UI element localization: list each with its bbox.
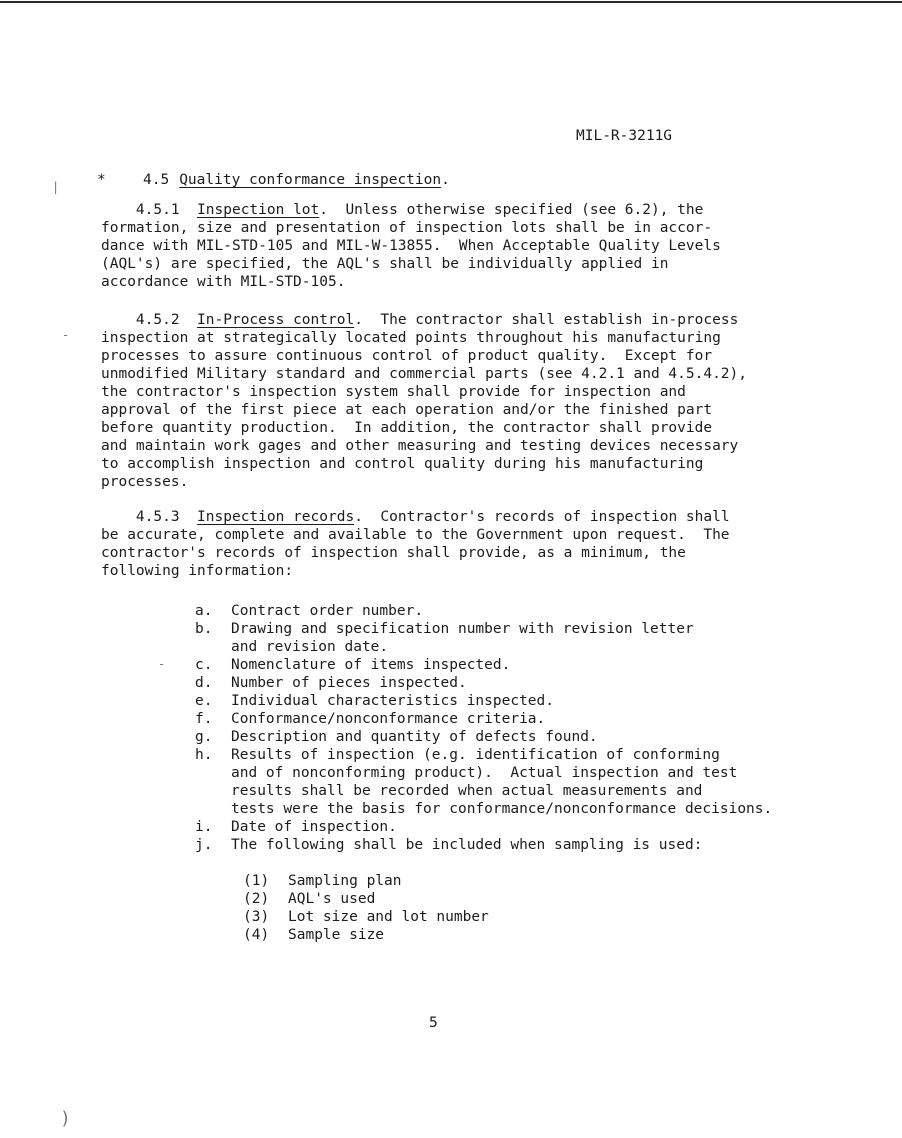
list-item xyxy=(195,656,772,674)
record-items-list xyxy=(195,602,772,854)
list-item xyxy=(243,908,489,926)
paragraph-inspection-records xyxy=(101,508,791,580)
section-heading xyxy=(97,171,450,189)
list-item-text: The following shall be included when sampling is used: xyxy=(231,837,703,853)
list-item-label: c. xyxy=(195,657,213,673)
list-item-text: Lot size and lot number xyxy=(288,909,489,925)
paragraph-lead: . Contractor's records of inspection shall xyxy=(354,509,730,525)
paragraph-body: inspection at strategically located points throughout his manufacturing processes to assure continuous control of product quality. Except for unmodified Military standard and commercial parts (see 4.2.1 and 4.5.4.2), the contractor's inspection system shall provide for inspection and approval of the first piece at each operation and/or the finished part before quantity production. In addition, the contractor shall provide and maintain work gages and other measuring and testing devices necessary to accomplish inspection and control quality during his manufacturing processes. xyxy=(101,330,748,490)
list-item xyxy=(195,710,772,728)
list-item xyxy=(195,818,772,836)
list-item xyxy=(243,890,489,908)
margin-tick: | xyxy=(52,180,60,194)
list-item xyxy=(195,746,772,818)
list-item xyxy=(195,836,772,854)
section-number: 4.5 xyxy=(143,172,170,188)
margin-tick: ) xyxy=(60,1108,71,1129)
list-item-label: g. xyxy=(195,729,213,745)
list-item-text: Nomenclature of items inspected. xyxy=(231,657,511,673)
list-item-label: h. xyxy=(195,747,213,763)
margin-tick: - xyxy=(62,328,70,342)
section-title-period: . xyxy=(441,172,450,188)
sampling-items-list xyxy=(243,872,489,944)
section-title: Quality conformance inspection xyxy=(179,172,442,188)
list-item-text: Sample size xyxy=(288,927,385,943)
margin-tick: - xyxy=(158,657,166,671)
list-item-label: j. xyxy=(195,837,213,853)
list-item xyxy=(195,692,772,710)
list-item-text: Conformance/nonconformance criteria. xyxy=(231,711,546,727)
paragraph-inspection-lot xyxy=(101,201,791,291)
list-item-text: Number of pieces inspected. xyxy=(231,675,467,691)
paragraph-lead: . Unless otherwise specified (see 6.2), the xyxy=(319,202,704,218)
list-item-text: Contract order number. xyxy=(231,603,424,619)
list-item xyxy=(243,872,489,890)
paragraph-title: Inspection lot xyxy=(197,202,320,218)
page-number: 5 xyxy=(429,1015,438,1031)
list-item-text: AQL's used xyxy=(288,891,376,907)
revision-star: * xyxy=(97,172,106,188)
list-item xyxy=(195,728,772,746)
paragraph-in-process-control xyxy=(101,311,791,491)
list-item-text: Drawing and specification number with revision letter and revision date. xyxy=(231,621,694,655)
list-item xyxy=(243,926,489,944)
list-item-text: Individual characteristics inspected. xyxy=(231,693,555,709)
paragraph-body: formation, size and presentation of inspection lots shall be in accor- dance with MIL-STD-105 and MIL-W-13855. When Acceptable Quality Levels (AQL's) are specified, the AQL's shall be individually applied in accordance with MIL-STD-105. xyxy=(101,220,721,290)
list-item-label: b. xyxy=(195,621,213,637)
list-item-text: Date of inspection. xyxy=(231,819,397,835)
paragraph-number: 4.5.1 xyxy=(135,202,180,218)
list-item xyxy=(195,602,772,620)
paragraph-title: Inspection records xyxy=(197,509,355,525)
list-item-text: Results of inspection (e.g. identification of conforming and of nonconforming product). Actual inspection and test results shall be recorded when actual measurements and tests were the basis for conformance/nonconformance decisions. xyxy=(231,747,773,817)
list-item-text: Sampling plan xyxy=(288,873,402,889)
list-item-label: (4) xyxy=(243,927,270,943)
paragraph-number: 4.5.3 xyxy=(135,509,180,525)
list-item-label: i. xyxy=(195,819,213,835)
paragraph-body: be accurate, complete and available to the Government upon request. The contractor's records of inspection shall provide, as a minimum, the following information: xyxy=(101,527,730,579)
paragraph-lead: . The contractor shall establish in-process xyxy=(354,312,739,328)
document-id: MIL-R-3211G xyxy=(576,128,673,144)
list-item-label: (1) xyxy=(243,873,270,889)
list-item-label: f. xyxy=(195,711,213,727)
list-item xyxy=(195,620,772,656)
paragraph-number: 4.5.2 xyxy=(135,312,180,328)
list-item-text: Description and quantity of defects found. xyxy=(231,729,598,745)
list-item-label: (3) xyxy=(243,909,270,925)
list-item-label: a. xyxy=(195,603,213,619)
list-item xyxy=(195,674,772,692)
list-item-label: (2) xyxy=(243,891,270,907)
list-item-label: e. xyxy=(195,693,213,709)
scan-top-border xyxy=(0,1,902,3)
list-item-label: d. xyxy=(195,675,213,691)
paragraph-title: In-Process control xyxy=(197,312,355,328)
